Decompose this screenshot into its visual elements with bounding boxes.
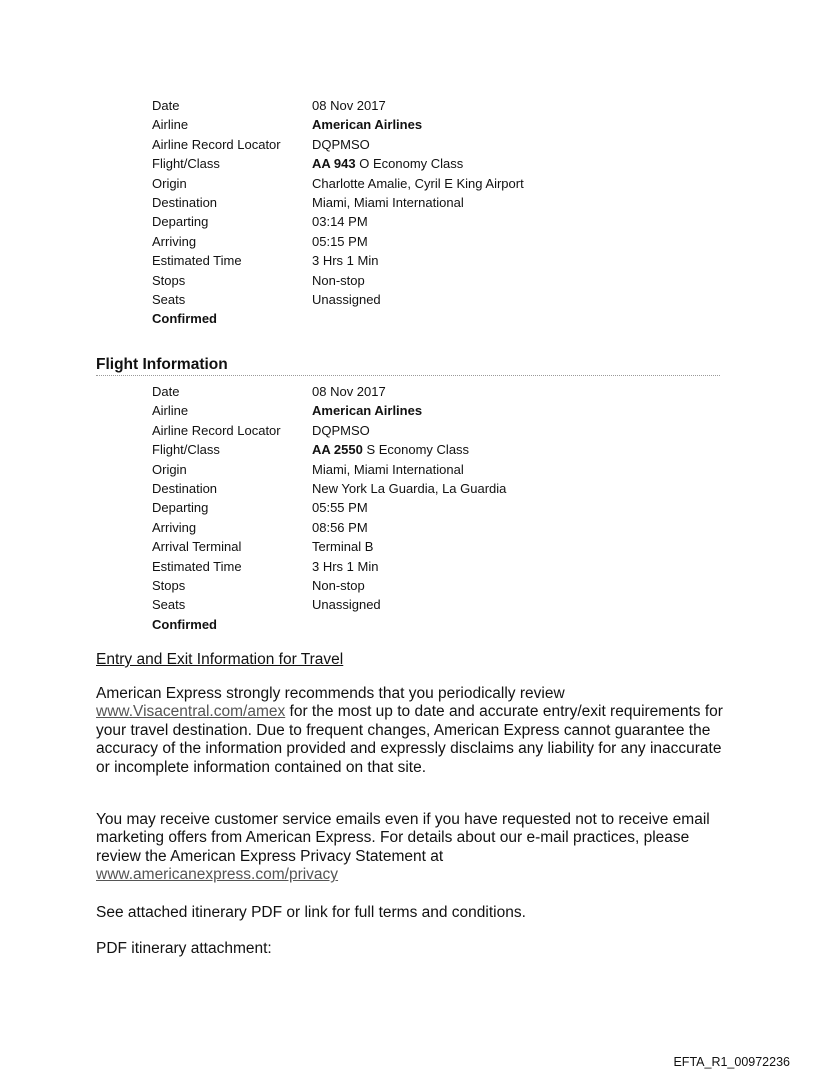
table-row — [152, 421, 752, 440]
table-row — [152, 576, 752, 595]
row-value: 05:15 PM — [312, 233, 368, 249]
entry-exit-paragraph — [96, 685, 736, 777]
row-value: Unassigned — [312, 292, 381, 308]
entry-exit-text-end: for the most up to date and accurate entry/exit requirements for your travel destination. Due to frequent changes, American Express cannot guarantee the accuracy of the information provided and expressly disclaims any liability for any inaccurate or incomplete information contained on that site. — [96, 703, 723, 776]
table-row — [152, 557, 752, 576]
table-row — [152, 193, 752, 212]
record-locator: DQPMSO — [312, 422, 370, 438]
table-row — [152, 115, 752, 134]
airline-name: American Airlines — [312, 117, 423, 133]
row-label: Origin — [152, 461, 187, 477]
table-row — [152, 595, 752, 614]
flight-information-header: Flight Information — [96, 355, 720, 376]
row-label: Airline Record Locator — [152, 422, 281, 438]
table-row — [152, 290, 752, 309]
entry-exit-text-start: American Express strongly recommends that you periodically review — [96, 685, 565, 702]
entry-exit-heading: Entry and Exit Information for Travel — [96, 651, 344, 668]
table-row — [152, 251, 752, 270]
flight-number: AA 943 — [312, 156, 356, 172]
row-label: Seats — [152, 292, 186, 308]
record-locator: DQPMSO — [312, 136, 370, 152]
flight-number: AA 2550 — [312, 442, 363, 458]
row-label: Estimated Time — [152, 253, 242, 269]
row-value: 3 Hrs 1 Min — [312, 558, 379, 574]
table-row — [152, 460, 752, 479]
row-value: 08:56 PM — [312, 519, 368, 535]
privacy-link[interactable]: www.americanexpress.com/privacy — [96, 866, 339, 884]
row-label: Arrival Terminal — [152, 539, 242, 555]
row-label: Date — [152, 384, 180, 399]
table-row — [152, 479, 752, 498]
row-label: Airline — [152, 403, 189, 419]
row-label: Arriving — [152, 233, 197, 249]
status-confirmed: Confirmed — [152, 616, 217, 632]
row-label: Date — [152, 98, 180, 113]
table-row — [152, 174, 752, 193]
document-id: EFTA_R1_00972236 — [673, 1055, 790, 1069]
flight-1-details — [152, 96, 752, 329]
privacy-text: You may receive customer service emails even if you have requested not to receive email marketing offers from American Express. For details about our e-mail practices, please review the American Express Privacy Statement at — [96, 811, 710, 865]
table-row — [152, 96, 752, 115]
row-label: Arriving — [152, 519, 197, 535]
airline-name: American Airlines — [312, 403, 423, 419]
pdf-attachment-note: PDF itinerary attachment: — [96, 940, 272, 957]
table-row — [152, 498, 752, 517]
row-label: Flight/Class — [152, 156, 220, 172]
row-value: Non-stop — [312, 578, 365, 594]
row-label: Stops — [152, 272, 186, 288]
table-row — [152, 154, 752, 173]
table-row — [152, 537, 752, 556]
row-label: Origin — [152, 175, 187, 191]
row-label: Departing — [152, 500, 209, 516]
table-row — [152, 440, 752, 459]
row-value: Miami, Miami International — [312, 195, 464, 211]
row-value: Unassigned — [312, 597, 381, 613]
row-value: 08 Nov 2017 — [312, 98, 386, 113]
row-value: 3 Hrs 1 Min — [312, 253, 379, 269]
row-label: Airline — [152, 117, 189, 133]
table-row — [152, 401, 752, 420]
row-value: Terminal B — [312, 539, 374, 555]
flight-class — [312, 154, 752, 173]
row-value: 08 Nov 2017 — [312, 384, 386, 399]
row-value: New York La Guardia, La Guardia — [312, 481, 507, 497]
row-value: Charlotte Amalie, Cyril E King Airport — [312, 175, 524, 191]
class-value: O Economy Class — [359, 156, 464, 172]
flight-class — [312, 440, 752, 459]
row-label: Stops — [152, 578, 186, 594]
table-row — [152, 271, 752, 290]
row-value: 03:14 PM — [312, 214, 368, 230]
terms-note: See attached itinerary PDF or link for full terms and conditions. — [96, 904, 526, 921]
row-label: Airline Record Locator — [152, 136, 281, 152]
table-row — [152, 382, 752, 401]
row-value: Miami, Miami International — [312, 461, 464, 477]
status-confirmed: Confirmed — [152, 311, 217, 327]
table-row — [152, 309, 752, 328]
row-label: Departing — [152, 214, 209, 230]
table-row — [152, 212, 752, 231]
row-value: Non-stop — [312, 272, 365, 288]
flight-2-details — [152, 382, 752, 634]
row-label: Flight/Class — [152, 442, 220, 458]
privacy-paragraph — [96, 811, 736, 885]
table-row — [152, 232, 752, 251]
row-label: Destination — [152, 195, 218, 211]
table-row — [152, 518, 752, 537]
visacentral-link[interactable]: www.Visacentral.com/amex — [96, 703, 286, 721]
table-row — [152, 135, 752, 154]
row-value: 05:55 PM — [312, 500, 368, 516]
row-label: Estimated Time — [152, 558, 242, 574]
table-row — [152, 615, 752, 634]
row-label: Seats — [152, 597, 186, 613]
class-value: S Economy Class — [366, 442, 470, 458]
row-label: Destination — [152, 481, 218, 497]
